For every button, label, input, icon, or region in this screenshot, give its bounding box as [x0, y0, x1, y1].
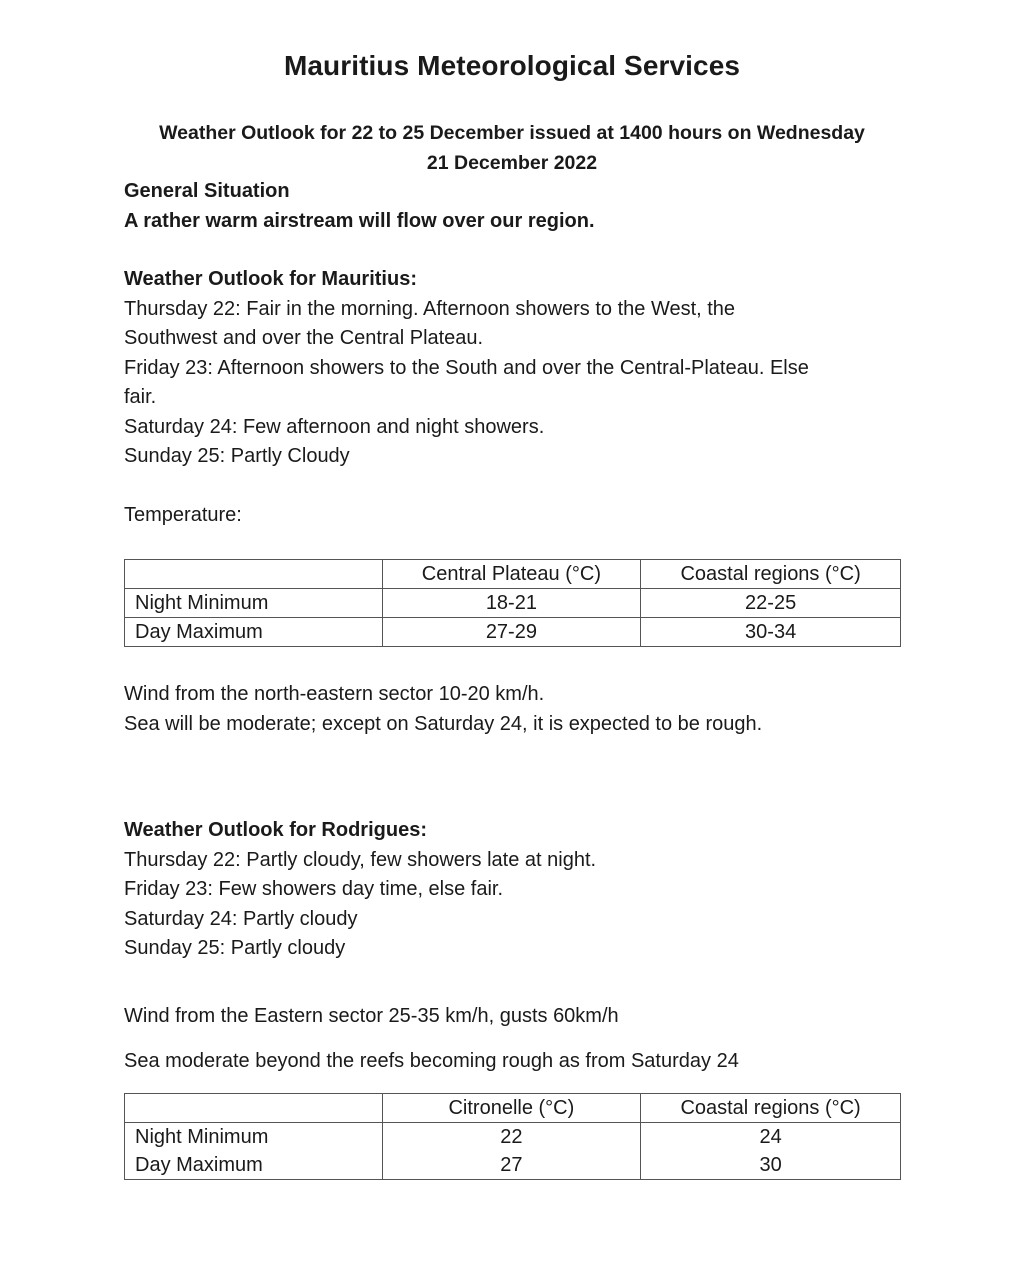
- subtitle-line: Weather Outlook for 22 to 25 December issued at 1400 hours on Wednesday: [159, 122, 865, 144]
- rodrigues-sea-text: Sea moderate beyond the reefs becoming rough as from Saturday 24: [124, 1050, 739, 1072]
- page-title: Mauritius Meteorological Services: [283, 50, 741, 81]
- table-row: [125, 1151, 901, 1180]
- table-header-cell: [125, 1094, 383, 1123]
- general-situation-section: [124, 177, 595, 236]
- rodrigues-outlook-line: Thursday 22: Partly cloudy, few showers late at night.: [124, 848, 597, 871]
- table-cell: 30-34: [641, 618, 901, 647]
- mauritius-wind-text: Wind from the north-eastern sector 10-20 km/h.: [124, 683, 545, 705]
- table-cell: 18-21: [382, 589, 641, 618]
- table-cell: Day Maximum: [125, 1151, 383, 1180]
- rodrigues-temperature-table: [124, 1093, 901, 1180]
- table-cell: 22-25: [641, 589, 901, 618]
- table-cell: 27-29: [382, 618, 641, 647]
- mauritius-outlook-section: [124, 265, 809, 472]
- table-row: [125, 1123, 901, 1152]
- temperature-label: Temperature:: [124, 504, 242, 526]
- mauritius-outlook-line: Thursday 22: Fair in the morning. Afternoon showers to the West, the: [124, 297, 736, 320]
- outlook-subtitle: [112, 119, 912, 178]
- table-row: [125, 618, 901, 647]
- table-cell: Night Minimum: [125, 589, 383, 618]
- general-situation-text: A rather warm airstream will flow over our region.: [124, 209, 595, 232]
- table-header-row: [125, 1094, 901, 1123]
- mauritius-outlook-line: Saturday 24: Few afternoon and night showers.: [124, 415, 545, 438]
- mauritius-outlook-heading: Weather Outlook for Mauritius:: [124, 268, 417, 290]
- table-header-cell: Central Plateau (°C): [382, 560, 641, 589]
- table-header-cell: Coastal regions (°C): [641, 1094, 901, 1123]
- mauritius-outlook-line: Sunday 25: Partly Cloudy: [124, 445, 350, 467]
- mauritius-outlook-line: Friday 23: Afternoon showers to the South and over the Central-Plateau. Else: [124, 356, 809, 379]
- general-situation-heading: General Situation: [124, 180, 290, 202]
- table-cell: Night Minimum: [125, 1123, 383, 1152]
- table-cell: 24: [641, 1123, 901, 1152]
- mauritius-sea-text: Sea will be moderate; except on Saturday 24, it is expected to be rough.: [124, 712, 763, 735]
- table-header-row: [125, 560, 901, 589]
- mauritius-outlook-line: Southwest and over the Central Plateau.: [124, 327, 484, 349]
- table-header-cell: [125, 560, 383, 589]
- mauritius-outlook-line: fair.: [124, 386, 157, 408]
- subtitle-date-line: 21 December 2022: [426, 151, 598, 174]
- table-cell: 22: [382, 1123, 641, 1152]
- table-cell: Day Maximum: [125, 618, 383, 647]
- rodrigues-outlook-heading: Weather Outlook for Rodrigues:: [124, 819, 427, 841]
- mauritius-wind-sea: [124, 680, 762, 739]
- table-cell: 30: [641, 1151, 901, 1180]
- table-row: [125, 589, 901, 618]
- mauritius-temperature-table: [124, 559, 901, 647]
- table-header-cell: Coastal regions (°C): [641, 560, 901, 589]
- rodrigues-outlook-line: Friday 23: Few showers day time, else fair.: [124, 878, 504, 900]
- rodrigues-wind-text: Wind from the Eastern sector 25-35 km/h, gusts 60km/h: [124, 1005, 619, 1027]
- rodrigues-outlook-section: [124, 816, 596, 964]
- rodrigues-outlook-line: Saturday 24: Partly cloudy: [124, 907, 358, 930]
- table-header-cell: Citronelle (°C): [382, 1094, 641, 1123]
- table-cell: 27: [382, 1151, 641, 1180]
- rodrigues-outlook-line: Sunday 25: Partly cloudy: [124, 937, 346, 959]
